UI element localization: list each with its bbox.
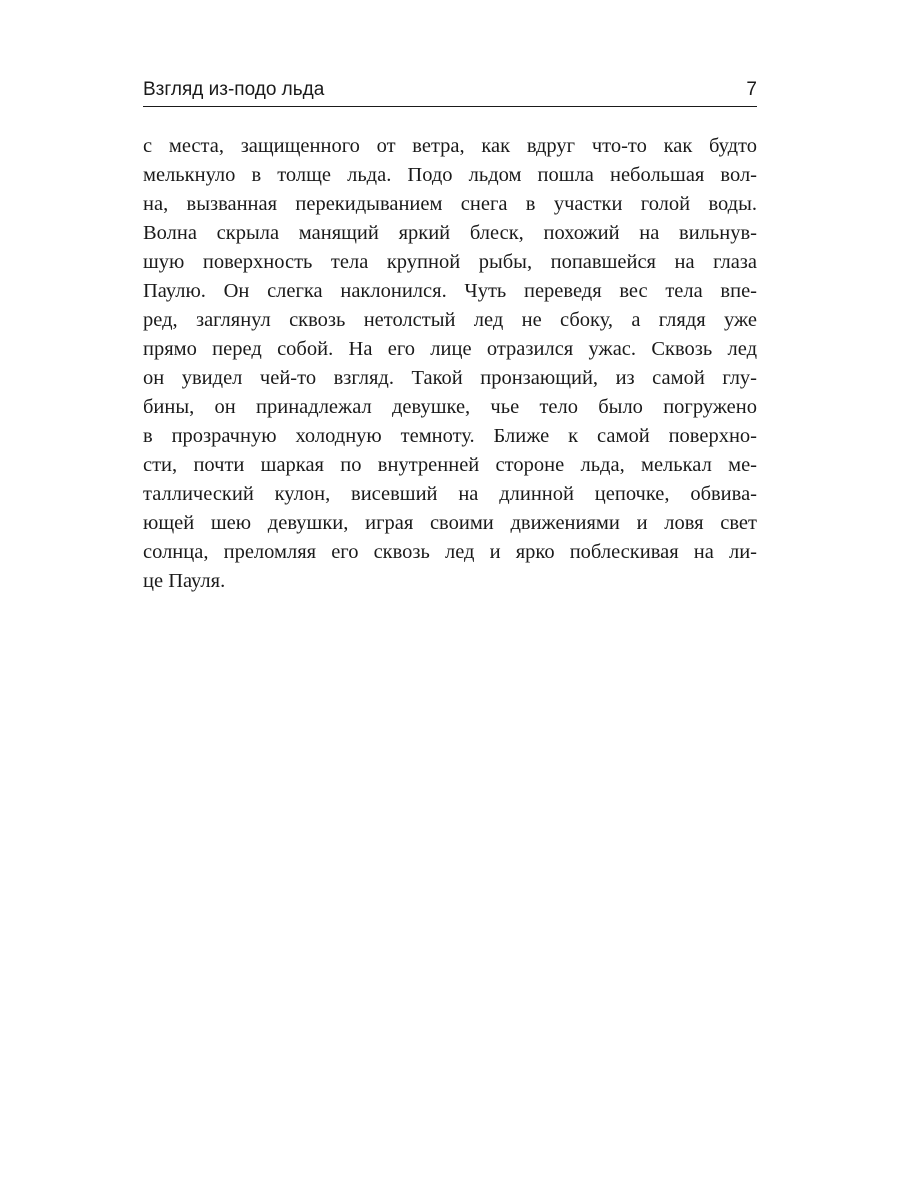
- text-line: солнца, преломляя его сквозь лед и ярко поблескивая на ли-: [143, 541, 757, 563]
- text-line: це Пауля.: [143, 570, 226, 592]
- text-line: сти, почти шаркая по внутренней стороне льда, мелькал ме-: [143, 454, 757, 476]
- text-line: Волна скрыла манящий яркий блеск, похожий на вильнув-: [143, 222, 757, 244]
- text-line: с места, защищенного от ветра, как вдруг что-то как будто: [143, 135, 757, 157]
- text-line: мелькнуло в толще льда. Подо льдом пошла небольшая вол-: [143, 164, 757, 186]
- text-line: ред, заглянул сквозь нетолстый лед не сбоку, а глядя уже: [143, 309, 757, 331]
- page-number: 7: [746, 79, 757, 100]
- body-paragraph: [143, 132, 757, 596]
- text-line: бины, он принадлежал девушке, чье тело было погружено: [143, 396, 757, 418]
- header-rule: [143, 106, 757, 107]
- text-line: на, вызванная перекидыванием снега в участки голой воды.: [143, 193, 757, 215]
- running-title: Взгляд из-подо льда: [143, 79, 325, 100]
- text-line: таллический кулон, висевший на длинной цепочке, обвива-: [143, 483, 757, 505]
- text-line: шую поверхность тела крупной рыбы, попавшейся на глаза: [143, 251, 757, 273]
- text-line: прямо перед собой. На его лице отразился ужас. Сквозь лед: [143, 338, 757, 360]
- text-line: в прозрачную холодную темноту. Ближе к самой поверхно-: [143, 425, 757, 447]
- text-line: он увидел чей-то взгляд. Такой пронзающий, из самой глу-: [143, 367, 757, 389]
- running-header: [143, 76, 757, 104]
- text-line: Паулю. Он слегка наклонился. Чуть переведя вес тела впе-: [143, 280, 757, 302]
- text-line: ющей шею девушки, играя своими движениями и ловя свет: [143, 512, 757, 534]
